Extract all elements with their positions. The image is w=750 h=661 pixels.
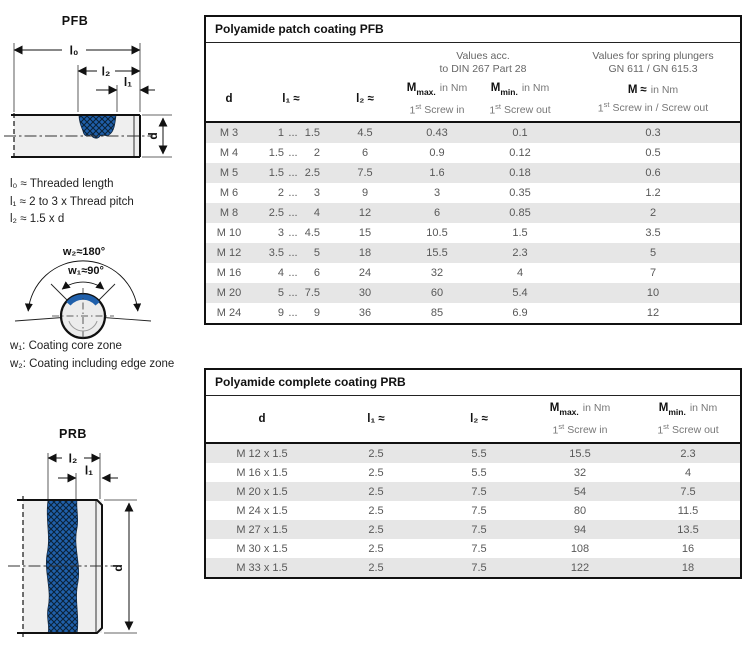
cell-l2: 7.5 [471,561,487,574]
table-row [206,539,740,558]
cell-mmin: 0.35 [509,187,531,199]
cell-l2: 9 [361,187,369,199]
cell-d: M 16 x 1.5 [236,466,288,479]
cell-mmax: 122 [570,561,590,574]
table-row [206,501,740,520]
column-header-m: M ≈ in Nm 1st Screw in / Screw out [597,84,709,115]
cell-mmin: 0.1 [512,127,528,139]
pfb-table-title: Polyamide patch coating PFB [206,17,740,43]
range-separator: ... [288,167,298,179]
range-separator: ... [288,127,298,139]
cell-mmax: 0.9 [429,147,445,159]
mmax-unit: in Nm [439,82,468,95]
zone-notes [10,338,174,373]
cell-mmin: 4 [684,466,692,479]
dim-label-l2: l₂ [101,64,111,79]
mmax-subscript: max. [559,407,579,418]
cell-l2: 12 [358,207,372,219]
table-row [206,520,740,539]
cell-l2: 36 [358,307,372,319]
cell-l2: 7.5 [471,485,487,498]
note-l2: l₂ ≈ 1.5 x d [10,213,65,225]
cell-mmax: 15.5 [426,247,448,259]
table-row [206,203,740,223]
cell-l1: 2.5 [368,504,384,517]
dim-label-l0: l₀ [69,43,79,58]
column-header-d: d [225,93,233,105]
range-separator: ... [288,187,298,199]
dim-label-l1: l₁ [84,463,94,478]
cell-d: M 30 x 1.5 [236,542,288,555]
cell-m: 10 [646,287,660,299]
note-w2: w₂: Coating including edge zone [10,357,175,370]
column-header-l2: l₂ ≈ [470,413,488,425]
range-separator: ... [288,307,298,319]
note-w1: w₁: Coating core zone [10,340,122,352]
cell-d: M 12 x 1.5 [236,447,288,460]
cell-m: 0.3 [645,127,661,139]
table-row [206,183,740,203]
mmax-subscript: max. [416,87,436,98]
cell-mmax: 1.6 [429,167,445,179]
table-row [206,243,740,263]
note-l0: l₀ ≈ Threaded length [10,178,114,190]
cell-d: M 20 x 1.5 [236,485,288,498]
cell-mmax: 10.5 [426,227,448,239]
dim-label-d: d [111,564,125,572]
cell-m: 1.2 [645,187,661,199]
cell-l1-range: 3.5 ... 5 [268,247,320,259]
dim-label-d: d [146,132,160,140]
diagram-panel [0,0,204,661]
cell-l1-range: 1.5 ... 2.5 [268,167,320,179]
screw-out-label: Screw out [504,104,551,117]
cell-mmin: 0.85 [509,207,531,219]
range-separator: ... [288,147,298,159]
cell-mmax: 108 [570,542,590,555]
cell-l1-range: 2 ... 3 [277,187,320,199]
cell-d: M 16 [216,267,242,279]
mmin-subscript: min. [668,407,686,418]
cell-d: M 4 [219,147,239,159]
angle-label-w1: w₁≈90° [68,265,104,277]
cell-m: 7 [649,267,657,279]
cell-mmax: 54 [573,485,587,498]
cell-m: 12 [646,307,660,319]
cell-l1-range: 9 ... 9 [277,307,320,319]
cell-mmax: 6 [433,207,441,219]
group-header-gn-line2: GN 611 / GN 615.3 [608,63,698,75]
cell-l2: 7.5 [471,542,487,555]
mmin-unit: in Nm [689,402,718,415]
cell-d: M 10 [216,227,242,239]
range-separator: ... [288,227,298,239]
cell-l1-range: 1 ... 1.5 [277,127,320,139]
pfb-diagram-title: PFB [61,14,89,28]
column-header-mmin: $M_{min.}$ in Nm 1st Screw out [657,402,719,437]
column-header-l1: l₁ ≈ [367,413,385,425]
prb-table-body [206,444,740,577]
table-row [206,482,740,501]
table-row [206,303,740,323]
prb-diagram-title: PRB [59,427,87,441]
range-separator: ... [288,207,298,219]
cell-l1-range: 1.5 ... 2 [268,147,320,159]
cell-mmin: 16 [681,542,695,555]
cell-mmin: 13.5 [677,523,699,536]
cell-mmin: 1.5 [512,227,528,239]
cell-l1: 2.5 [368,485,384,498]
cell-m: 2 [649,207,657,219]
cell-l2: 30 [358,287,372,299]
prb-table [204,368,742,579]
angle-label-w2: w₂≈180° [62,246,106,258]
cell-mmax: 0.43 [426,127,448,139]
cell-mmax: 32 [573,466,587,479]
cell-l1: 2.5 [368,561,384,574]
group-header-gn-line1: Values for spring plungers [592,50,714,62]
cell-m: 0.6 [645,167,661,179]
cell-mmin: 5.4 [512,287,528,299]
table-row [206,223,740,243]
cell-mmax: 94 [573,523,587,536]
mmin-symbol: M [490,82,501,95]
cell-l1-range: 3 ... 4.5 [277,227,320,239]
table-row [206,558,740,577]
cell-l2: 24 [358,267,372,279]
cell-mmin: 6.9 [512,307,528,319]
mmin-subscript: min. [500,87,518,98]
cell-d: M 12 [216,247,242,259]
coating-zone-diagram [0,238,200,342]
cell-d: M 6 [219,187,239,199]
cell-mmin: 2.3 [680,447,696,460]
cell-l2: 18 [358,247,372,259]
m-unit: in Nm [650,84,679,97]
cell-d: M 24 x 1.5 [236,504,288,517]
group-header-gn [566,43,740,77]
cell-l1-range: 5 ... 7.5 [277,287,320,299]
pfb-diagram [0,35,200,173]
cell-mmin: 4 [516,267,524,279]
cell-mmax: 32 [430,267,444,279]
cell-l2: 15 [358,227,372,239]
table-row [206,143,740,163]
screw-in-out-label: Screw in / Screw out [612,102,709,115]
cell-d: M 8 [219,207,239,219]
m-symbol: M [627,84,638,97]
dim-label-l1: l₁ [123,75,133,89]
mmax-unit: in Nm [582,402,611,415]
column-header-mmin: $M_{min.}$ in Nm 1st Screw out [489,82,551,117]
cell-d: M 27 x 1.5 [236,523,288,536]
screw-in-label: Screw in [567,424,608,437]
group-header-din-line1: Values acc. [456,50,510,62]
mmax-symbol: M [549,402,560,415]
cell-l2: 4.5 [357,127,373,139]
cell-l1: 2.5 [368,523,384,536]
cell-mmax: 80 [573,504,587,517]
cell-m: 5 [649,247,657,259]
length-notes [10,176,134,229]
cell-mmin: 0.18 [509,167,531,179]
column-header-mmax: $M_{max.}$ in Nm 1st Screw in [549,402,611,437]
table-row [206,444,740,463]
column-header-d: d [258,413,266,425]
dim-label-l2: l₂ [68,451,78,466]
range-separator: ... [288,247,298,259]
cell-l1: 2.5 [368,447,384,460]
cell-mmax: 3 [433,187,441,199]
cell-mmin: 2.3 [512,247,528,259]
cell-l2: 7.5 [471,523,487,536]
cell-l2: 7.5 [357,167,373,179]
prb-table-header [206,396,740,444]
cell-d: M 33 x 1.5 [236,561,288,574]
cell-m: 0.5 [645,147,661,159]
table-row [206,283,740,303]
prb-diagram [0,448,200,648]
group-header-din-line2: to DIN 267 Part 28 [439,63,527,75]
column-header-mmax: $M_{max.}$ in Nm 1st Screw in [406,82,468,117]
screw-out-label: Screw out [672,424,719,437]
cell-mmax: 60 [430,287,444,299]
pfb-table [204,15,742,325]
cell-mmin: 18 [681,561,695,574]
cell-mmin: 11.5 [677,504,699,517]
cell-l2: 7.5 [471,504,487,517]
cell-mmax: 85 [430,307,444,319]
table-row [206,163,740,183]
cell-d: M 3 [219,127,239,139]
pfb-table-body [206,123,740,323]
prb-table-title: Polyamide complete coating PRB [206,370,740,396]
cell-l1: 2.5 [368,542,384,555]
cell-d: M 24 [216,307,242,319]
column-header-l1: l₁ ≈ [282,93,300,105]
mmin-unit: in Nm [521,82,550,95]
column-header-l2: l₂ ≈ [356,93,374,105]
cell-mmax: 15.5 [569,447,591,460]
table-row [206,463,740,482]
cell-mmin: 7.5 [680,485,696,498]
mmax-symbol: M [406,82,417,95]
cell-l2: 5.5 [471,447,487,460]
cell-l2: 6 [361,147,369,159]
table-row [206,123,740,143]
mmin-symbol: M [658,402,669,415]
cell-d: M 20 [216,287,242,299]
cell-m: 3.5 [645,227,661,239]
range-separator: ... [288,287,298,299]
cell-mmin: 0.12 [509,147,531,159]
cell-l1-range: 4 ... 6 [277,267,320,279]
group-header-din [400,43,566,77]
range-separator: ... [288,267,298,279]
cell-d: M 5 [219,167,239,179]
cell-l1: 2.5 [368,466,384,479]
cell-l1-range: 2.5 ... 4 [268,207,320,219]
cell-l2: 5.5 [471,466,487,479]
pfb-table-header [206,43,740,123]
table-row [206,263,740,283]
screw-in-label: Screw in [424,104,465,117]
note-l1: l₁ ≈ 2 to 3 x Thread pitch [10,195,134,208]
